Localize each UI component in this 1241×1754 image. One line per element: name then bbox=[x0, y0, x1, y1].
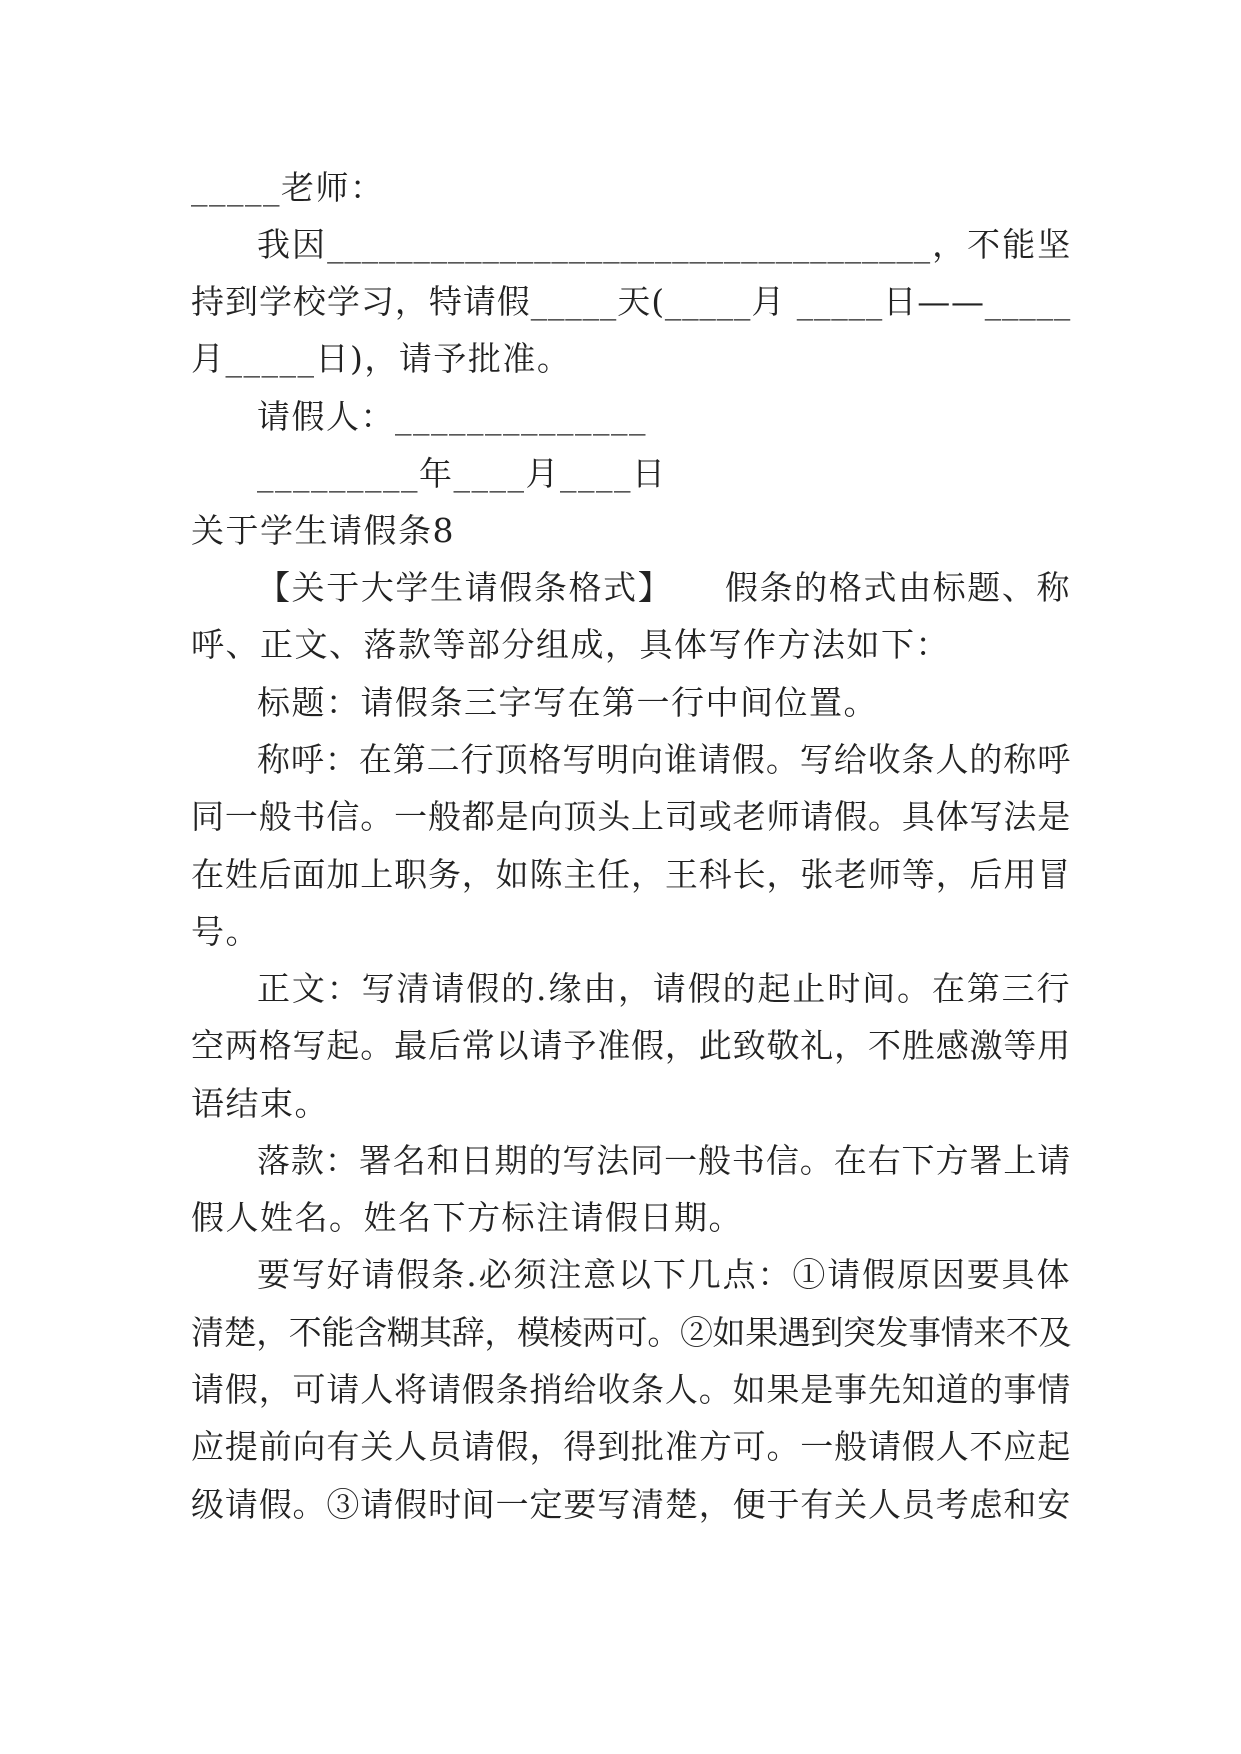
letter-body-line-3: 月_____日)，请予批准。 bbox=[191, 339, 572, 378]
paragraph-format-intro-line-2: 呼、正文、落款等部分组成，具体写作方法如下： bbox=[191, 625, 950, 664]
paragraph-tips-line-3: 请假，可请人将请假条捎给收条人。如果是事先知道的事情 bbox=[191, 1370, 1071, 1409]
paragraph-format-intro-line-1: 【关于大学生请假条格式】 假条的格式由标题、称 bbox=[257, 568, 1071, 607]
paragraph-title-rule: 标题：请假条三字写在第一行中间位置。 bbox=[257, 683, 878, 722]
paragraph-body-rule-line-1: 正文：写清请假的.缘由，请假的起止时间。在第三行 bbox=[257, 969, 1071, 1008]
paragraph-salutation-rule-line-4: 号。 bbox=[191, 912, 260, 951]
letter-body-line-2: 持到学校学习，特请假_____天(_____月 _____日——_____ bbox=[191, 282, 1071, 321]
letter-date: _________年____月____日 bbox=[257, 454, 667, 493]
section-heading: 关于学生请假条8 bbox=[191, 511, 455, 550]
paragraph-tips-line-4: 应提前向有关人员请假，得到批准方可。一般请假人不应起 bbox=[191, 1427, 1071, 1466]
paragraph-tips-line-1: 要写好请假条.必须注意以下几点：①请假原因要具体 bbox=[257, 1255, 1071, 1294]
paragraph-tips-line-5: 级请假。③请假时间一定要写清楚，便于有关人员考虑和安 bbox=[191, 1485, 1071, 1524]
paragraph-tips-line-2: 清楚，不能含糊其辞，模棱两可。②如果遇到突发事情来不及 bbox=[191, 1313, 1071, 1352]
paragraph-body-rule-line-2: 空两格写起。最后常以请予准假，此致敬礼，不胜感激等用 bbox=[191, 1026, 1071, 1065]
paragraph-body-rule-line-3: 语结束。 bbox=[191, 1084, 329, 1123]
letter-signature: 请假人：______________ bbox=[257, 397, 647, 436]
letter-salutation: _____老师： bbox=[191, 168, 385, 207]
paragraph-salutation-rule-line-3: 在姓后面加上职务，如陈主任，王科长，张老师等，后用冒 bbox=[191, 855, 1071, 894]
paragraph-salutation-rule-line-1: 称呼：在第二行顶格写明向谁请假。写给收条人的称呼 bbox=[257, 740, 1071, 779]
paragraph-signoff-rule-line-2: 假人姓名。姓名下方标注请假日期。 bbox=[191, 1198, 743, 1237]
paragraph-signoff-rule-line-1: 落款：署名和日期的写法同一般书信。在右下方署上请 bbox=[257, 1141, 1071, 1180]
letter-body-line-1: 我因___________________________________，不能坚 bbox=[257, 225, 1071, 264]
paragraph-salutation-rule-line-2: 同一般书信。一般都是向顶头上司或老师请假。具体写法是 bbox=[191, 797, 1071, 836]
